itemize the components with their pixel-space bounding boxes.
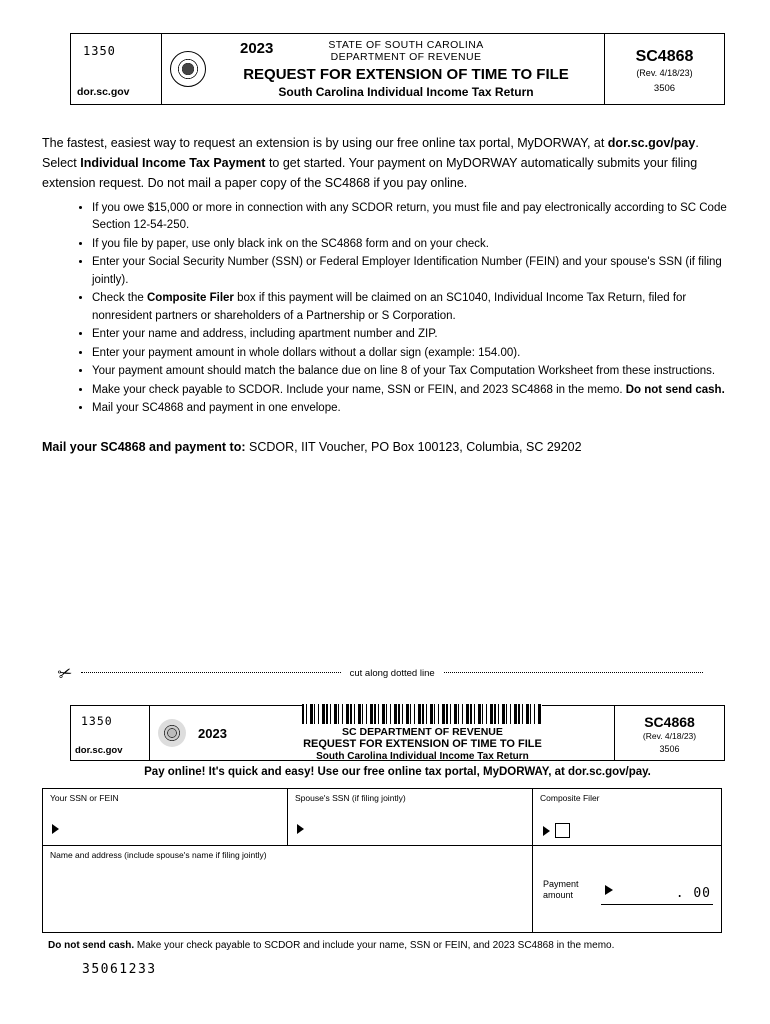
header-website: dor.sc.gov: [77, 86, 130, 98]
voucher-header: [70, 705, 725, 761]
payment-amount-line: [601, 904, 713, 905]
list-item: • Enter your payment amount in whole dollars without a dollar sign (example: 154.00).: [92, 345, 732, 362]
voucher-titles: [235, 704, 614, 763]
list-item: • Enter your Social Security Number (SSN) or Federal Employer Identification Number (FEIN) and your spouse's SSN (if filing jointly).: [92, 254, 732, 289]
form-header: [70, 33, 725, 105]
intro-bold-url: dor.sc.gov/pay: [607, 135, 696, 150]
voucher-fields-row-2: [43, 846, 721, 932]
arrow-icon: [52, 824, 59, 834]
intro-part-1: The fastest, easiest way to request an extension is by using our free online tax portal, MyDORWAY, at: [42, 135, 608, 150]
voucher-form-code: SC4868: [644, 714, 695, 730]
payment-amount-field[interactable]: [533, 846, 721, 932]
mail-to-label: Mail your SC4868 and payment to:: [42, 440, 246, 454]
name-address-label: Name and address (include spouse's name if filing jointly): [50, 850, 267, 860]
voucher-right-block: [614, 706, 724, 760]
barcode-icon: [302, 704, 542, 724]
tax-year: 2023: [240, 40, 274, 57]
header-right-block: [604, 34, 724, 104]
voucher-website: dor.sc.gov: [75, 745, 123, 756]
voucher-fields-row-1: [43, 789, 721, 846]
list-item: • Mail your SC4868 and payment in one envelope.: [92, 400, 732, 417]
arrow-icon: [605, 885, 613, 895]
scissors-icon: ✂: [55, 662, 75, 685]
cut-line: [55, 662, 708, 685]
form-number: 1350: [83, 44, 116, 58]
composite-filer-label: Composite Filer: [540, 793, 600, 803]
spouse-ssn-field[interactable]: [288, 789, 533, 845]
form-code: SC4868: [635, 48, 694, 65]
pay-online-banner: Pay online! It's quick and easy! Use our free online tax portal, MyDORWAY, at dor.sc.gov/pay.: [144, 766, 651, 778]
list-item: • Your payment amount should match the balance due on line 8 of your Tax Computation Worksheet from these instructions.: [92, 363, 732, 380]
voucher-revision: (Rev. 4/18/23): [642, 731, 697, 741]
intro-part-2: . Select: [42, 135, 699, 170]
list-item: • Enter your name and address, including apartment number and ZIP.: [92, 326, 732, 343]
state-seal-icon: [170, 51, 206, 87]
header-center-block: [162, 34, 604, 104]
voucher-left-block: [71, 706, 150, 760]
payment-cents: . 00: [675, 886, 711, 901]
voucher-center-block: [150, 706, 614, 760]
form-subtitle: South Carolina Individual Income Tax Return: [278, 85, 534, 100]
list-item: • Make your check payable to SCDOR. Include your name, SSN or FEIN, and 2023 SC4868 in the memo. Do not send cash.: [92, 382, 732, 399]
instructions-list: [70, 200, 732, 419]
voucher-form-number: 1350: [81, 714, 113, 728]
mail-to-line: [42, 440, 582, 454]
list-item: • If you owe $15,000 or more in connection with any SCDOR return, you must file and pay electronically according to SC Code Section 12-54-250.: [92, 200, 732, 235]
intro-part-3: to get started. Your payment on MyDORWAY automatically submits your filing extension request. Do not mail a paper copy of the SC4868 if you pay online.: [42, 155, 698, 190]
voucher-footnote-rest: Make your check payable to SCDOR and include your name, SSN or FEIN, and 2023 SC4868 in the memo.: [134, 940, 615, 951]
composite-filer-field[interactable]: [533, 789, 717, 845]
dotted-line-left: [81, 671, 340, 673]
form-code-number: 3506: [653, 83, 676, 94]
payment-amount-label: Payment amount: [543, 879, 579, 901]
state-line-2: DEPARTMENT OF REVENUE: [330, 51, 482, 64]
voucher-barcode-number: 35061233: [82, 962, 157, 977]
voucher-tax-year: 2023: [198, 725, 227, 741]
voucher-dept: SC DEPARTMENT OF REVENUE: [342, 725, 503, 738]
header-left-block: [71, 34, 162, 104]
form-title: REQUEST FOR EXTENSION OF TIME TO FILE: [243, 66, 569, 84]
ssn-field[interactable]: [43, 789, 288, 845]
voucher-code-number: 3506: [659, 744, 680, 754]
arrow-icon: [297, 824, 304, 834]
state-line-1: STATE OF SOUTH CAROLINA: [328, 38, 484, 51]
cut-line-label: cut along dotted line: [349, 668, 435, 679]
state-seal-icon: [158, 719, 186, 747]
voucher-subtitle: South Carolina Individual Income Tax Return: [316, 750, 529, 762]
name-address-field[interactable]: [43, 846, 533, 932]
list-item: • Check the Composite Filer box if this payment will be claimed on an SC1040, Individual Income Tax Return, filed for nonresident partners or shareholders of a Partnership or S Corporation.: [92, 290, 732, 325]
intro-paragraph: [42, 133, 722, 194]
spouse-ssn-label: Spouse's SSN (if filing jointly): [295, 793, 406, 803]
dotted-line-right: [444, 671, 703, 673]
intro-bold-payment: Individual Income Tax Payment: [80, 155, 266, 170]
mail-to-address: SCDOR, IIT Voucher, PO Box 100123, Columbia, SC 29202: [245, 440, 582, 454]
composite-filer-checkbox[interactable]: [555, 823, 570, 838]
form-revision: (Rev. 4/18/23): [636, 68, 693, 78]
voucher-fields: [42, 788, 722, 933]
list-item: • If you file by paper, use only black ink on the SC4868 form and on your check.: [92, 236, 732, 253]
voucher-footnote: [48, 940, 614, 951]
ssn-label: Your SSN or FEIN: [50, 793, 119, 803]
arrow-icon: [543, 826, 550, 836]
voucher-title: REQUEST FOR EXTENSION OF TIME TO FILE: [303, 737, 542, 750]
voucher-footnote-bold: Do not send cash.: [48, 940, 135, 951]
